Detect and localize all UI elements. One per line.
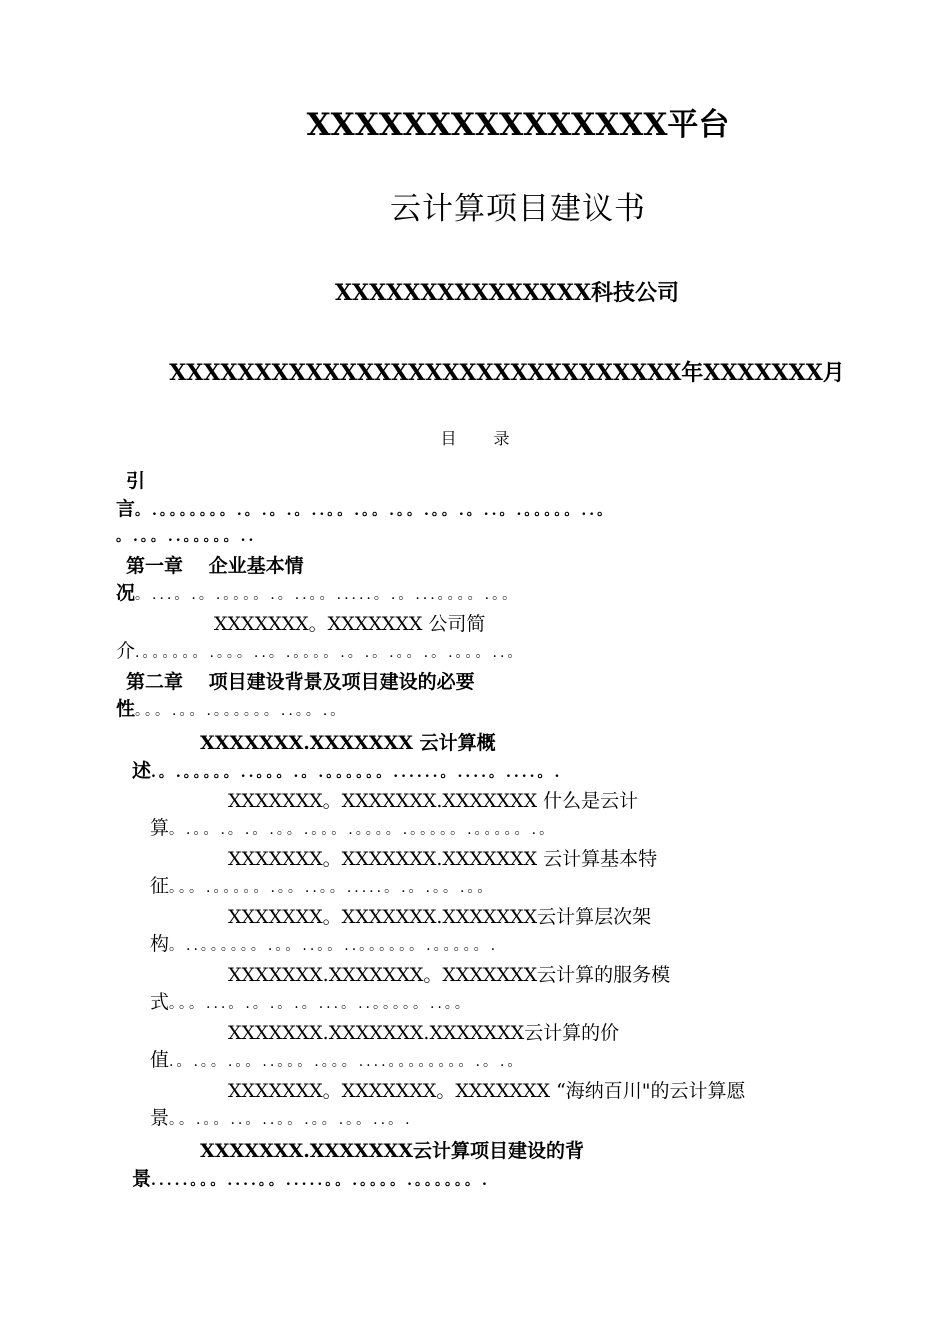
toc-entry-cloud-overview-dots: .。.。。。。。..。。。.。.。。。。。。......。....。....。. — [151, 765, 563, 781]
toc-entry-cloud-service-model-line1: XXXXXXX.XXXXXXX。XXXXXXX云计算的服务模 — [228, 964, 671, 986]
toc-entry-cloud-project-background-dots: .....。。。....。。.....。。.。。。。.。。。。。。. — [151, 1173, 490, 1189]
toc-heading: 目 录 — [440, 429, 526, 448]
toc-entry-what-is-cloud-dots: 。.。。.。.。.。。.。。。.。。。。.。。。。。.。。。。。.。 — [169, 822, 557, 838]
toc-entry-what-is-cloud-head: 算 — [150, 817, 170, 839]
toc-entry-company-intro-head: 介 — [116, 640, 136, 662]
toc-entry-intro-dots: 。.。。。。。。。.。.。.。..。。.。。.。。.。。.。..。.。。。。。..。 — [135, 503, 615, 519]
toc-entry-what-is-cloud-line2 — [150, 819, 556, 838]
cover-title-line1: XXXXXXXXXXXXXXX平台 — [306, 107, 730, 143]
toc-entry-cloud-vision-head: 景 — [150, 1107, 170, 1129]
toc-entry-cloud-project-background-line2 — [132, 1170, 490, 1189]
toc-entry-intro-line1: 引 — [126, 470, 146, 492]
toc-entry-cloud-vision-line1: XXXXXXX。XXXXXXX。XXXXXXX “海纳百川"的云计算愿 — [228, 1080, 746, 1102]
toc-entry-chapter2-line2 — [116, 700, 347, 719]
toc-entry-chapter1-dots: 。...。.。.。。。。.。..。。.....。.。...。。。。.。。 — [135, 587, 520, 603]
toc-entry-cloud-service-model-line2 — [150, 993, 472, 1012]
toc-entry-cloud-project-background-line1: XXXXXXX.XXXXXXX云计算项目建设的背 — [200, 1140, 584, 1162]
toc-entry-chapter2-head: 性 — [116, 698, 136, 720]
toc-entry-chapter2-line1: 第二章 项目建设背景及项目建设的必要 — [126, 671, 475, 693]
toc-entry-company-intro-line1: XXXXXXX。XXXXXXX 公司简 — [214, 613, 486, 635]
toc-entry-cloud-features-head: 征 — [150, 875, 170, 897]
cover-date: XXXXXXXXXXXXXXXXXXXXXXXXXXXXXX年XXXXXXX月 — [169, 360, 845, 386]
toc-entry-cloud-features-line1: XXXXXXX。XXXXXXX.XXXXXXX 云计算基本特 — [228, 848, 658, 870]
toc-entry-company-intro-line2 — [116, 642, 524, 661]
toc-entry-cloud-vision-line2 — [150, 1109, 413, 1128]
toc-entry-cloud-overview-line2 — [132, 762, 562, 781]
toc-entry-intro-dots-line3: 。.。。..。。。。。.. — [116, 529, 257, 545]
toc-entry-intro-line2 — [116, 500, 614, 519]
cover-company: XXXXXXXXXXXXXXX科技公司 — [334, 280, 680, 306]
toc-entry-cloud-value-head: 值 — [150, 1049, 170, 1071]
toc-entry-cloud-features-dots: 。。。.。。。。。.。。..。。.....。.。.。。.。。 — [169, 880, 495, 896]
toc-entry-cloud-value-line2 — [150, 1051, 524, 1070]
toc-entry-what-is-cloud-line1: XXXXXXX。XXXXXXX.XXXXXXX 什么是云计 — [228, 790, 639, 812]
toc-entry-cloud-architecture-head: 构 — [150, 933, 170, 955]
toc-entry-chapter1-line1: 第一章 企业基本情 — [126, 555, 304, 577]
toc-entry-cloud-features-line2 — [150, 877, 494, 896]
toc-entry-cloud-service-model-dots: 。。。...。.。.。.。...。..。。。。。..。。 — [169, 996, 472, 1012]
toc-entry-cloud-overview-line1: XXXXXXX.XXXXXXX 云计算概 — [200, 732, 496, 754]
toc-entry-cloud-overview-head: 述 — [132, 760, 152, 782]
toc-entry-cloud-value-dots: .。.。。.。。..。。。.。。。....。。。。。。。。.。.。 — [169, 1054, 525, 1070]
toc-entry-cloud-service-model-head: 式 — [150, 991, 170, 1013]
toc-entry-cloud-value-line1: XXXXXXX.XXXXXXX.XXXXXXX云计算的价 — [228, 1022, 620, 1044]
cover-title-line2: 云计算项目建议书 — [390, 191, 646, 227]
toc-entry-company-intro-dots: .。。。。。。.。。。..。.。。。。.。.。.。。.。.。。。..。 — [135, 645, 525, 661]
toc-entry-chapter1-line2 — [116, 584, 519, 603]
toc-entry-cloud-project-background-head: 景 — [132, 1168, 152, 1190]
toc-entry-cloud-architecture-line1: XXXXXXX。XXXXXXX.XXXXXXX云计算层次架 — [228, 906, 652, 928]
toc-entry-chapter1-head: 况 — [116, 582, 136, 604]
toc-entry-cloud-vision-dots: 。。.。。..。..。。.。。.。。..。. — [169, 1112, 413, 1128]
toc-entry-intro-head: 言 — [116, 498, 136, 520]
toc-entry-cloud-architecture-dots: 。..。。。。。。.。。..。。..。。。。。。.。。。。。. — [169, 938, 499, 954]
toc-entry-cloud-architecture-line2 — [150, 935, 498, 954]
toc-entry-chapter2-dots: 。。。.。。.。。。。。。..。。.。 — [135, 703, 348, 719]
